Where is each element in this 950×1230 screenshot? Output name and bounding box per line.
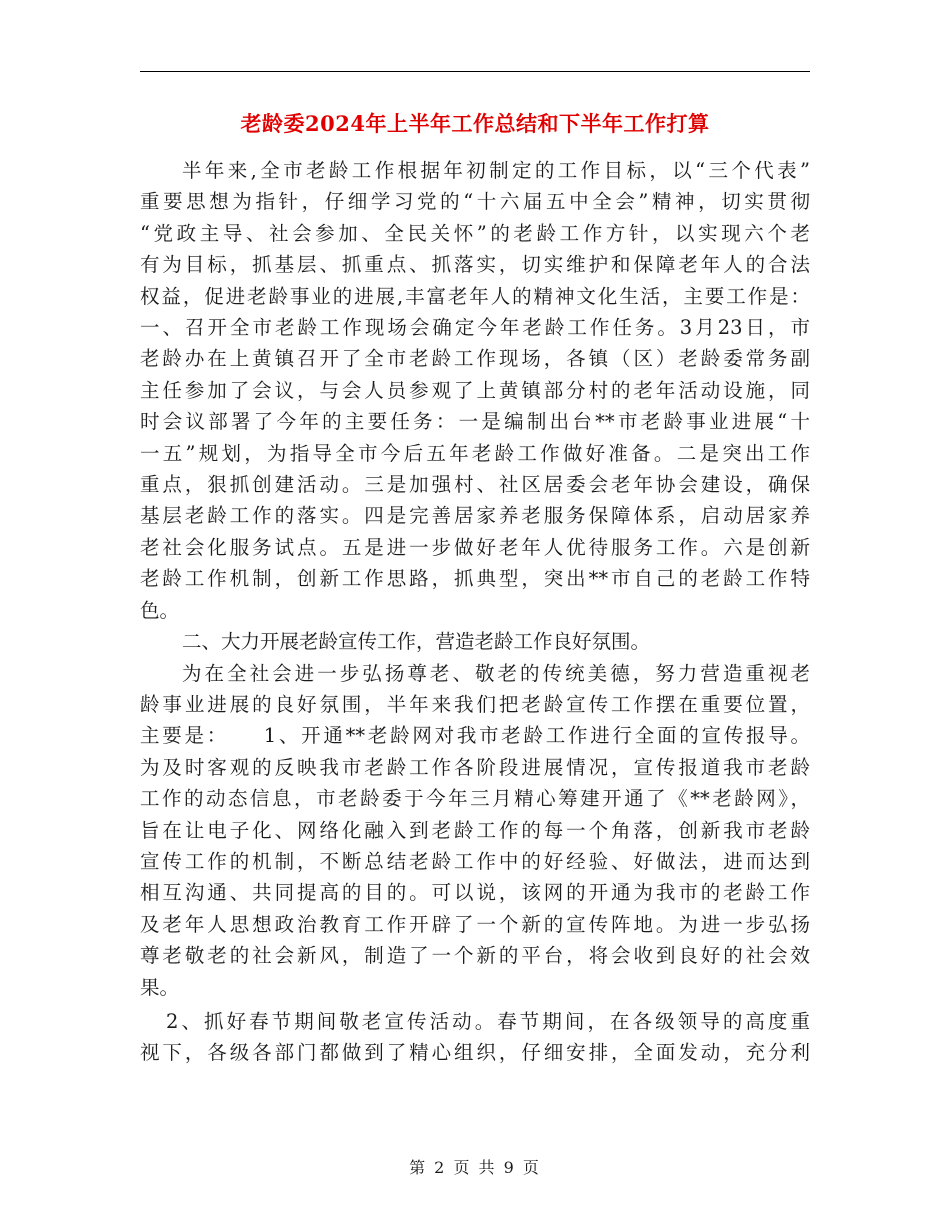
text-line: 色。 <box>140 598 180 622</box>
text-line: 权益，促进老龄事业的进展,丰富老年人的精神文化生活，主要工作是： <box>140 284 810 308</box>
section-heading: 二、大力开展老龄宣传工作，营造老龄工作良好氛围。 <box>182 630 651 654</box>
text-line: 重要思想为指针，仔细学习党的“十六届五中全会”精神，切实贯彻 <box>140 190 810 214</box>
page-number: 第 2 页 共 9 页 <box>409 1158 541 1177</box>
text-line: 老社会化服务试点。五是进一步做好老年人优待服务工作。六是创新 <box>140 535 810 559</box>
text-line: 旨在让电子化、网络化融入到老龄工作的每一个角落，创新我市老龄 <box>140 818 810 842</box>
text-line: 一五”规划，为指导全市今后五年老龄工作做好准备。二是突出工作 <box>140 441 810 465</box>
text-line: 工作的动态信息，市老龄委于今年三月精心筹建开通了《**老龄网》， <box>140 787 810 811</box>
text-line: 及老年人思想政治教育工作开辟了一个新的宣传阵地。为进一步弘扬 <box>140 912 810 936</box>
text-line: 2、抓好春节期间敬老宣传活动。春节期间，在各级领导的高度重 <box>166 1009 810 1033</box>
text-line: 一、召开全市老龄工作现场会确定今年老龄工作任务。3月23日，市 <box>140 316 810 340</box>
text-line: 老龄办在上黄镇召开了全市老龄工作现场，各镇（区）老龄委常务副 <box>140 347 810 371</box>
text-line: “党政主导、社会参加、全民关怀”的老龄工作方针，以实现六个老 <box>140 221 810 245</box>
text-line: 半年来,全市老龄工作根据年初制定的工作目标，以“三个代表” <box>182 159 810 182</box>
text-line: 果。 <box>140 975 180 999</box>
document-body <box>140 155 810 1069</box>
text-line: 宣传工作的机制，不断总结老龄工作中的好经验、好做法，进而达到 <box>140 849 810 873</box>
text-line: 主任参加了会议，与会人员参观了上黄镇部分村的老年活动设施，同 <box>140 378 810 402</box>
text-line: 相互沟通、共同提高的目的。可以说，该网的开通为我市的老龄工作 <box>140 881 810 905</box>
text-line: 尊老敬老的社会新风，制造了一个新的平台，将会收到良好的社会效 <box>140 944 810 968</box>
text-line: 有为目标，抓基层、抓重点、抓落实，切实维护和保障老年人的合法 <box>140 253 810 277</box>
header-rule <box>140 71 810 72</box>
text-line: 龄事业进展的良好氛围，半年来我们把老龄宣传工作摆在重要位置， <box>140 692 810 716</box>
text-line: 老龄工作机制，创新工作思路，抓典型，突出**市自己的老龄工作特 <box>140 567 810 591</box>
text-line: 为在全社会进一步弘扬尊老、敬老的传统美德，努力营造重视老 <box>182 661 810 685</box>
text-line: 视下，各级各部门都做到了精心组织，仔细安排，全面发动，充分利 <box>140 1041 810 1065</box>
text-line: 重点，狠抓创建活动。三是加强村、社区居委会老年协会建设，确保 <box>140 473 810 497</box>
text-line: 主要是： 1、开通**老龄网对我市老龄工作进行全面的宣传报导。 <box>140 724 810 748</box>
text-line: 时会议部署了今年的主要任务：一是编制出台**市老龄事业进展“十 <box>140 410 810 434</box>
text-line: 基层老龄工作的落实。四是完善居家养老服务保障体系，启动居家养 <box>140 504 810 528</box>
text-line: 为及时客观的反映我市老龄工作各阶段进展情况，宣传报道我市老龄 <box>140 755 810 779</box>
document-title: 老龄委2024年上半年工作总结和下半年工作打算 <box>240 111 710 136</box>
